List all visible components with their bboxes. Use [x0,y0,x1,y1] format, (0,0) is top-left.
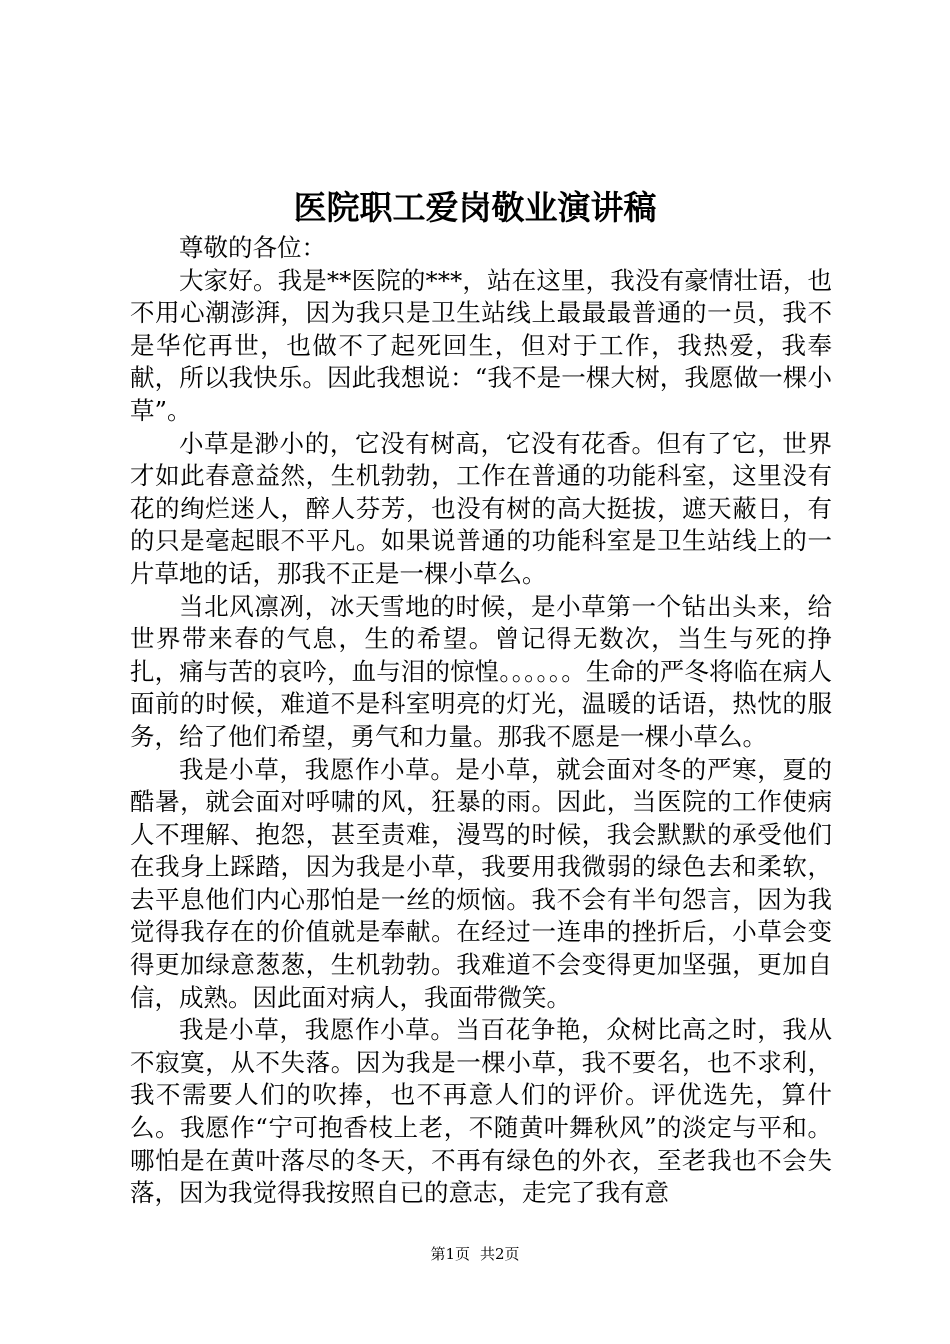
page-total: 共2页 [480,1245,520,1263]
body-paragraph: 我是小草，我愿作小草。是小草，就会面对冬的严寒，夏的酷暑，就会面对呼啸的风，狂暴的雨。因此，当医院的工作使病人不理解、抱怨，甚至责难，漫骂的时候，我会默默的承受他们在我身上踩踏，因为我是小草，我要用我微弱的绿色去和柔软，去平息他们内心那怕是一丝的烦恼。我不会有半句怨言，因为我觉得我存在的价值就是奉献。在经过一连串的挫折后，小草会变得更加绿意葱葱，生机勃勃。我难道不会变得更加坚强，更加自信，成熟。因此面对病人，我面带微笑。 [130,754,832,1012]
body-paragraph: 大家好。我是**医院的***，站在这里，我没有豪情壮语，也不用心潮澎湃，因为我只是卫生站线上最最最普通的一员，我不是华佗再世，也做不了起死回生，但对于工作，我热爱，我奉献，所以我快乐。因此我想说：“我不是一棵大树，我愿做一棵小草”。 [130,265,832,425]
body-paragraph: 我是小草，我愿作小草。当百花争艳，众树比高之时，我从不寂寞，从不失落。因为我是一棵小草，我不要名，也不求利，我不需要人们的吹捧，也不再意人们的评价。评优选先，算什么。我愿作“宁可抱香枝上老，不随黄叶舞秋风”的淡定与平和。哪怕是在黄叶落尽的冬天，不再有绿色的外衣，至老我也不会失落，因为我觉得我按照自已的意志，走完了我有意 [130,1015,832,1208]
body-paragraph: 小草是渺小的，它没有树高，它没有花香。但有了它，世界才如此春意益然，生机勃勃，工作在普通的功能科室，这里没有花的绚烂迷人，醉人芬芳，也没有树的高大挺拔，遮天蔽日，有的只是毫起眼不平凡。如果说普通的功能科室是卫生站线上的一片草地的话，那我不正是一棵小草么。 [130,428,832,588]
page-number: 第1页 [430,1245,470,1263]
body-paragraph: 当北风凛冽，冰天雪地的时候，是小草第一个钻出头来，给世界带来春的气息，生的希望。曾记得无数次，当生与死的挣扎，痛与苦的哀吟，血与泪的惊惶。。。。。。生命的严冬将临在病人面前的时候，难道不是科室明亮的灯光，温暖的话语，热忱的服务，给了他们希望，勇气和力量。那我不愿是一棵小草么。 [130,591,832,751]
document-title: 医院职工爱岗敬业演讲稿 [293,188,657,227]
document-body [130,232,832,1210]
salutation-paragraph: 尊敬的各位： [179,233,326,262]
page-footer [0,1244,950,1264]
